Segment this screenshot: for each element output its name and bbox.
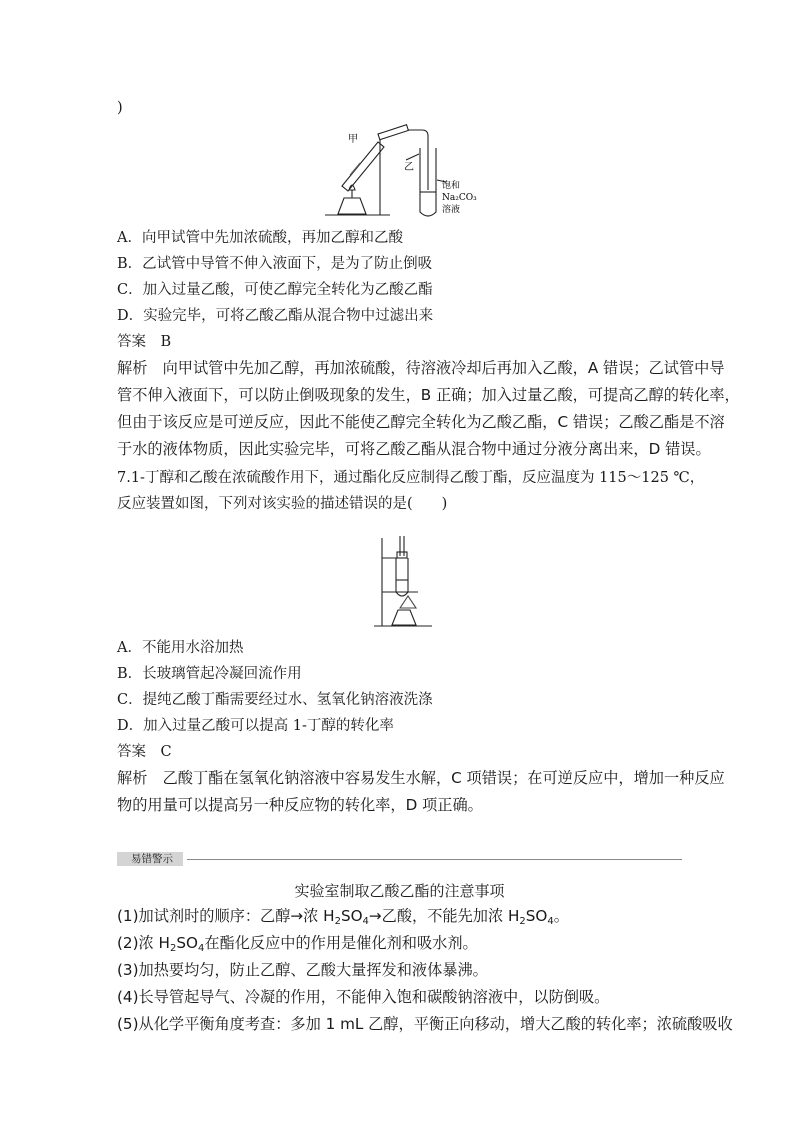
item1-sub-4b: 4: [547, 916, 554, 927]
q7-stem-line-1: 7.1-丁醇和乙酸在浓硫酸作用下，通过酯化反应制得乙酸丁酯，反应温度为 115～125 ℃，: [117, 470, 705, 486]
item1-sub-2: 2: [334, 916, 341, 927]
warning-item-5: (5)从化学平衡角度考查：多加 1 mL 乙醇，平衡正向移动，增大乙酸的转化率；浓硫酸吸收: [117, 1015, 733, 1033]
label-solution: 溶液: [442, 205, 461, 215]
q7-analysis-line-2: 物的用量可以提高另一种反应物的转化率，D 项正确。: [117, 796, 483, 814]
q6-analysis-line-2: 管不伸入液面下，可以防止倒吸现象的发生，B 正确；加入过量乙酸，可提高乙醇的转化率，: [117, 386, 740, 404]
item1-part-e: 。: [553, 907, 569, 925]
item2-part-a: (2)浓 H: [117, 934, 170, 952]
warning-item-2: [117, 933, 478, 959]
item1-sub-2b: 2: [519, 916, 526, 927]
item1-part-c: →乙酸，不能先加浓 H: [368, 907, 520, 925]
label-jia: 甲: [348, 134, 358, 145]
item2-sub-2: 2: [169, 943, 177, 954]
label-saturated: 饱和: [442, 181, 461, 191]
q6-option-a: A．向甲试管中先加浓硫酸，再加乙醇和乙酸: [117, 230, 403, 246]
q7-option-d: D．加入过量乙酸可以提高 1-丁醇的转化率: [117, 718, 394, 734]
warning-item-3: (3)加热要均匀，防止乙醇、乙酸大量挥发和液体暴沸。: [117, 961, 488, 979]
warning-header: [117, 852, 682, 866]
label-na2co3: Na₂CO₃: [442, 193, 477, 203]
q6-option-c: C．加入过量乙酸，可使乙醇完全转化为乙酸乙酯: [117, 282, 433, 298]
q6-option-d: D．实验完毕，可将乙酸乙酯从混合物中过滤出来: [117, 308, 434, 324]
warning-item-1: [117, 906, 569, 932]
item2-part-b: SO: [176, 934, 198, 952]
item1-sub-4: 4: [362, 916, 369, 927]
warning-divider: [187, 859, 682, 860]
item1-part-a: (1)加试剂时的顺序：乙醇→浓 H: [117, 907, 335, 925]
continued-paren: ): [117, 100, 123, 116]
item1-part-d: SO: [525, 907, 548, 925]
warning-item-4: (4)长导管起导气、冷凝的作用，不能伸入饱和碳酸钠溶液中，以防倒吸。: [117, 988, 610, 1006]
q7-option-c: C．提纯乙酸丁酯需要经过水、氢氧化钠溶液洗涤: [117, 692, 433, 708]
q6-answer: 答案 B: [117, 334, 172, 350]
q7-option-b: B．长玻璃管起冷凝回流作用: [117, 666, 302, 682]
q6-analysis-line-4: 于水的液体物质，因此实验完毕，可将乙酸乙酯从混合物中通过分液分离出来，D 错误。: [117, 440, 711, 458]
figure-reflux-apparatus: [370, 530, 440, 630]
q7-analysis-line-1: 解析 乙酸丁酯在氢氧化钠溶液中容易发生水解，C 项错误；在可逆反应中，增加一种反应: [117, 769, 725, 787]
item1-part-b: SO: [340, 907, 363, 925]
q6-analysis-line-1: 解析 向甲试管中先加乙醇，再加浓硫酸，待溶液冷却后再加入乙酸，A 错误；乙试管中导: [117, 359, 725, 377]
q7-option-a: A．不能用水浴加热: [117, 640, 244, 656]
q6-option-b: B．乙试管中导管不伸入液面下，是为了防止倒吸: [117, 256, 433, 272]
figure-ester-apparatus: [320, 120, 490, 220]
label-yi: 乙: [404, 162, 414, 173]
item2-part-c: 在酯化反应中的作用是催化剂和吸水剂。: [204, 934, 478, 952]
q6-analysis-line-3: 但由于该反应是可逆反应，因此不能使乙醇完全转化为乙酸乙酯，C 错误；乙酸乙酯是不溶: [117, 413, 725, 431]
warning-tag: 易错警示: [117, 852, 183, 866]
q7-stem-line-2: 反应装置如图，下列对该实验的描述错误的是( ): [117, 496, 448, 512]
warning-title: 实验室制取乙酸乙酯的注意事项: [294, 882, 505, 900]
item2-sub-4: 4: [197, 943, 205, 954]
q7-answer: 答案 C: [117, 744, 172, 760]
